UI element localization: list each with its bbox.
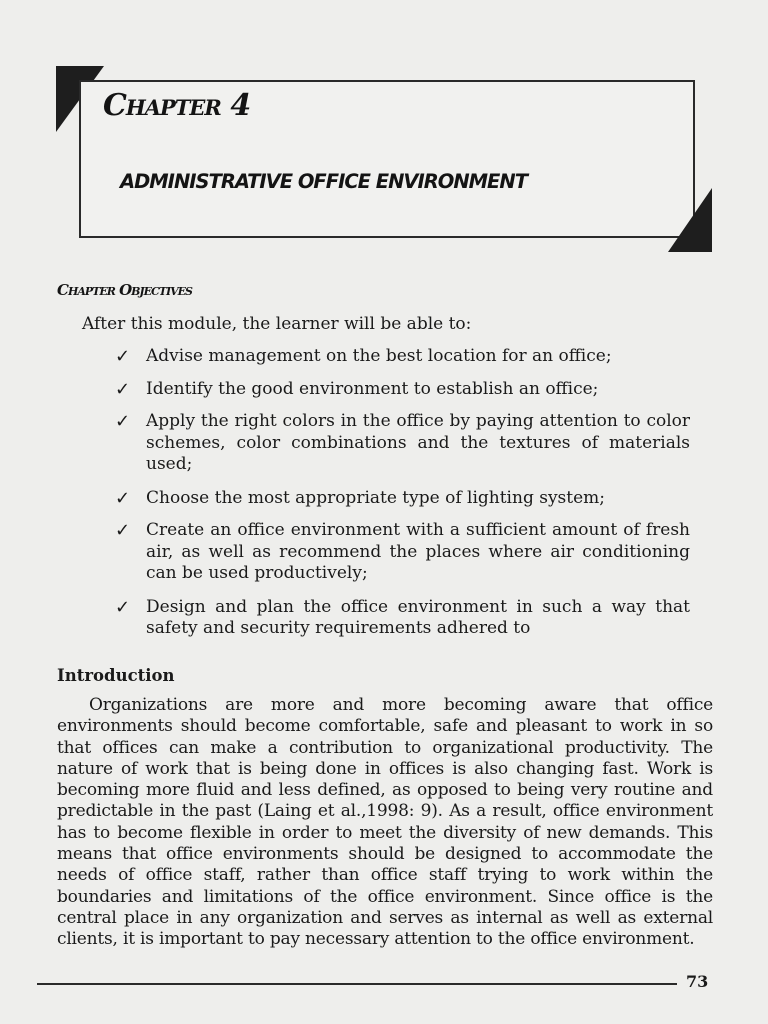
check-icon: ✓ [115,346,131,367]
objectives-list [115,346,690,640]
footer-rule [37,983,677,985]
check-icon: ✓ [115,378,131,400]
check-icon: ✓ [115,411,131,432]
objective-item [115,488,690,510]
objective-item [115,379,690,401]
objectives-intro: After this module, the learner will be able to: [82,314,472,334]
introduction-heading: Introduction [57,666,175,685]
check-icon: ✓ [115,596,131,618]
objective-item [115,346,690,368]
objective-text: Create an office environment with a sufficient amount of fresh air, as well as recommend the places where air conditioning can be used productively; [146,520,690,583]
objective-item [115,411,690,476]
objective-text: Identify the good environment to establish an office; [146,378,599,399]
objective-item [115,520,690,585]
objective-text: Choose the most appropriate type of lighting system; [146,487,606,508]
objective-text: Advise management on the best location for an office; [146,346,612,366]
chapter-label: Chapter 4 [103,88,251,123]
objective-item [115,597,690,640]
page-number: 73 [686,972,709,991]
objective-text: Design and plan the office environment in such a way that safety and security requirements adhered to [146,596,690,638]
chapter-title: ADMINISTRATIVE OFFICE ENVIRONMENT [120,170,527,193]
check-icon: ✓ [115,487,131,509]
introduction-paragraph: Organizations are more and more becoming aware that office environments should become comfortable, safe and pleasant to work in so that offices can make a contribution to organizational productivity. The nature of work that is being done in offices is also changing fast. Work is becoming more fluid and less defined, as opposed to being very routine and predictable in the past (Laing et al.,1998: 9). As a result, office environment has to become flexible in order to meet the diversity of new demands. This means that office environments should be designed to accommodate the needs of office staff, rather than office staff trying to work within the boundaries and limitations of the office environment. Since office is the central place in any organization and serves as internal as well as external clients, it is important to pay necessary attention to the office environment. [57,695,713,950]
objective-text: Apply the right colors in the office by paying attention to color schemes, color combinations and the textures of materials used; [146,411,690,474]
objectives-heading: Chapter Objectives [57,281,192,299]
check-icon: ✓ [115,520,131,541]
